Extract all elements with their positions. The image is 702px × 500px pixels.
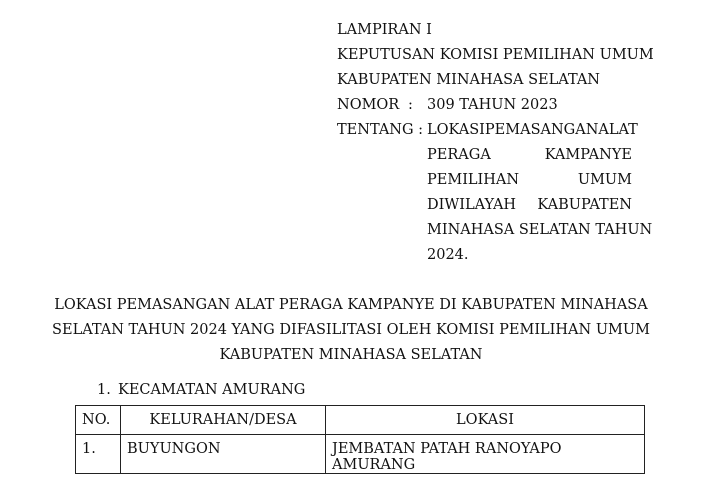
column-header-no: NO. [76, 406, 121, 435]
tentang-word: LOKASI [427, 122, 485, 138]
table-header-row [76, 406, 645, 435]
tentang-word: KABUPATEN [537, 197, 632, 213]
tentang-word: PERAGA [427, 147, 491, 163]
table-row [76, 435, 645, 474]
tentang-line-3 [427, 171, 632, 189]
tentang-word: DIWILAYAH [427, 197, 517, 213]
tentang-word: PEMILIHAN [427, 172, 520, 188]
tentang-line-1 [427, 121, 638, 139]
tentang-line-4 [427, 196, 632, 214]
lokasi-table [75, 405, 645, 474]
column-header-lokasi: LOKASI [326, 406, 645, 435]
nomor-colon: : [408, 97, 413, 113]
tentang-line-2 [427, 146, 632, 164]
cell-lokasi: JEMBATAN PATAH RANOYAPO AMURANG [326, 435, 645, 474]
nomor-value: 309 TAHUN 2023 [427, 97, 558, 113]
document-title-line-1: LOKASI PEMASANGAN ALAT PERAGA KAMPANYE DI KABUPATEN MINAHASA [54, 297, 648, 313]
column-header-kelurahan: KELURAHAN/DESA [121, 406, 326, 435]
lampiran-label: LAMPIRAN I [337, 22, 432, 38]
document-title-line-2: SELATAN TAHUN 2024 YANG DIFASILITASI OLEH KOMISI PEMILIHAN UMUM [52, 322, 650, 338]
tentang-label: TENTANG : [337, 122, 424, 138]
section-number: 1. [97, 382, 111, 398]
tentang-word: UMUM [577, 172, 632, 188]
kabupaten-label: KABUPATEN MINAHASA SELATAN [337, 72, 600, 88]
document-title-line-3: KABUPATEN MINAHASA SELATAN [219, 347, 483, 363]
tentang-line-5: MINAHASA SELATAN TAHUN [427, 222, 653, 238]
section-heading: KECAMATAN AMURANG [118, 382, 306, 398]
tentang-word: ALAT [598, 122, 638, 138]
tentang-word: PEMASANGAN [484, 122, 599, 138]
nomor-label: NOMOR [337, 97, 400, 113]
tentang-word: KAMPANYE [544, 147, 632, 163]
cell-no: 1. [76, 435, 121, 474]
keputusan-label: KEPUTUSAN KOMISI PEMILIHAN UMUM [337, 47, 654, 63]
tentang-line-6: 2024. [427, 247, 469, 263]
cell-kelurahan: BUYUNGON [121, 435, 326, 474]
